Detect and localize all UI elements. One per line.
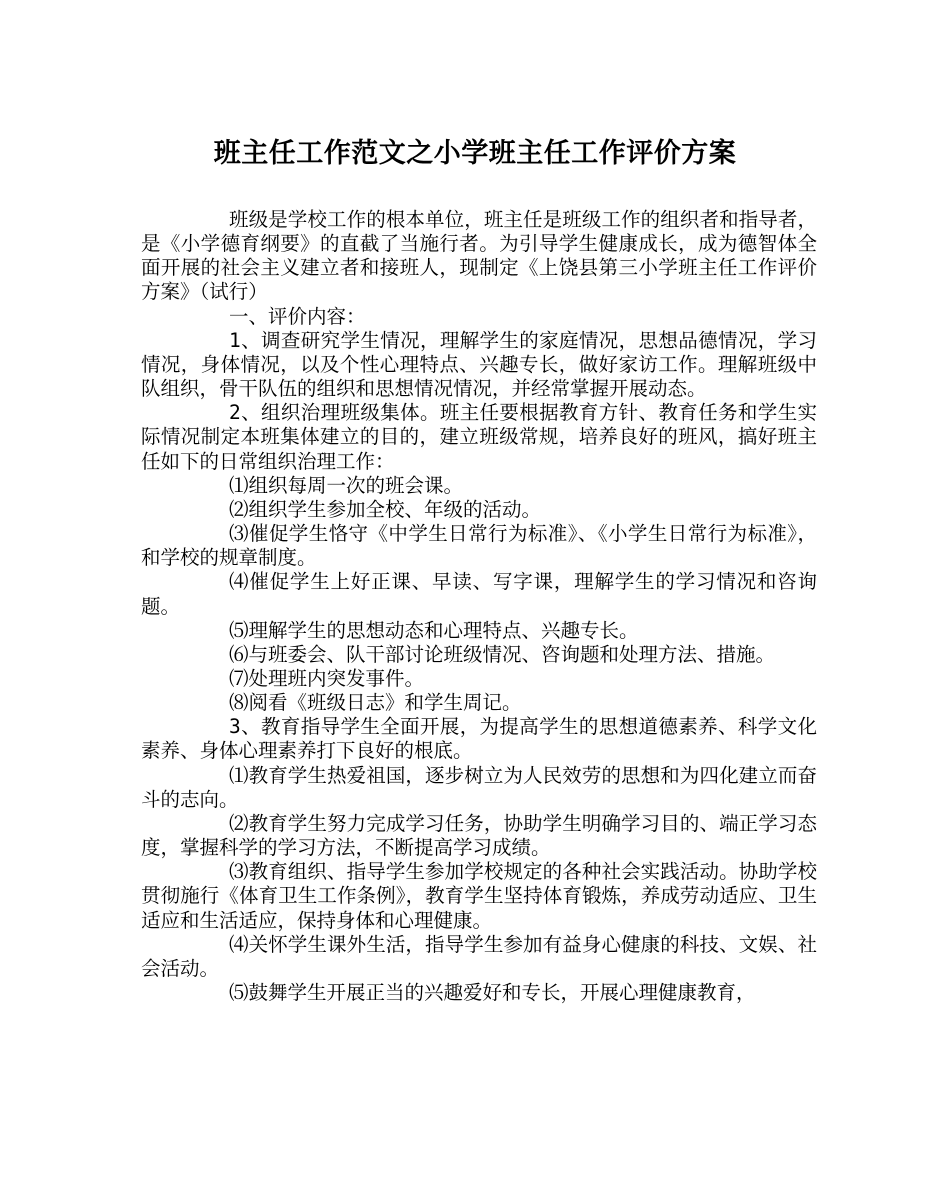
list-item: ⑸理解学生的思想动态和心理特点、兴趣专长。 — [229, 618, 639, 642]
list-item: ⑵组织学生参加全校、年级的活动。 — [229, 497, 542, 521]
list-item: ⑸鼓舞学生开展正当的兴趣爱好和专长，开展心理健康教育， — [229, 981, 756, 1004]
list-item: ⑷关怀学生课外生活，指导学生参加有益身心健康的科技、文娱、社会活动。 — [141, 932, 817, 980]
document-title: 班主任工作范文之小学班主任工作评价方案 — [213, 138, 737, 169]
list-item: ⑺处理班内突发事件。 — [229, 666, 425, 690]
list-item: ⑵教育学生努力完成学习任务，协助学生明确学习目的、端正学习态度，掌握科学的学习方法，不断提高学习成绩。 — [141, 811, 817, 860]
list-item: ⑶催促学生恪守《中学生日常行为标准》、《小学生日常行为标准》，和学校的规章制度。 — [141, 522, 817, 570]
list-item: ⑴组织每周一次的班会课。 — [229, 473, 464, 497]
paragraph-item-1: 1、调查研究学生情况，理解学生的家庭情况，思想品德情况，学习情况，身体情况，以及个性心理特点、兴趣专长，做好家访工作。理解班级中队组织，骨干队伍的组织和思想情况情况，并经常掌握开展动态。 — [141, 328, 817, 401]
paragraph-item-2: 2、组织治理班级集体。班主任要根据教育方针、教育任务和学生实际情况制定本班集体建立的目的，建立班级常规，培养良好的班风，搞好班主任如下的日常组织治理工作： — [141, 401, 817, 473]
list-item: ⑻阅看《班级日志》和学生周记。 — [229, 691, 522, 715]
list-item: ⑶教育组织、指导学生参加学校规定的各种社会实践活动。协助学校贯彻施行《体育卫生工作条例》，教育学生坚持体育锻炼，养成劳动适应、卫生适应和生活适应，保持身体和心理健康。 — [141, 860, 817, 932]
section-heading-evaluation: 一、评价内容： — [229, 304, 366, 328]
list-item: ⑷催促学生上好正课、早读、写字课，理解学生的学习情况和咨询题。 — [141, 570, 817, 618]
list-item: ⑹与班委会、队干部讨论班级情况、咨询题和处理方法、措施。 — [229, 642, 776, 666]
list-item: ⑴教育学生热爱祖国，逐步树立为人民效劳的思想和为四化建立而奋斗的志向。 — [141, 763, 817, 811]
paragraph-intro: 班级是学校工作的根本单位，班主任是班级工作的组织者和指导者，是《小学德育纲要》的直截了当施行者。为引导学生健康成长，成为德智体全面开展的社会主义建立者和接班人，现制定《上饶县第三小学班主任工作评价方案》（试行） — [141, 208, 817, 304]
paragraph-item-3: 3、教育指导学生全面开展，为提高学生的思想道德素养、科学文化素养、身体心理素养打下良好的根底。 — [141, 715, 817, 763]
document-body — [141, 208, 817, 1005]
